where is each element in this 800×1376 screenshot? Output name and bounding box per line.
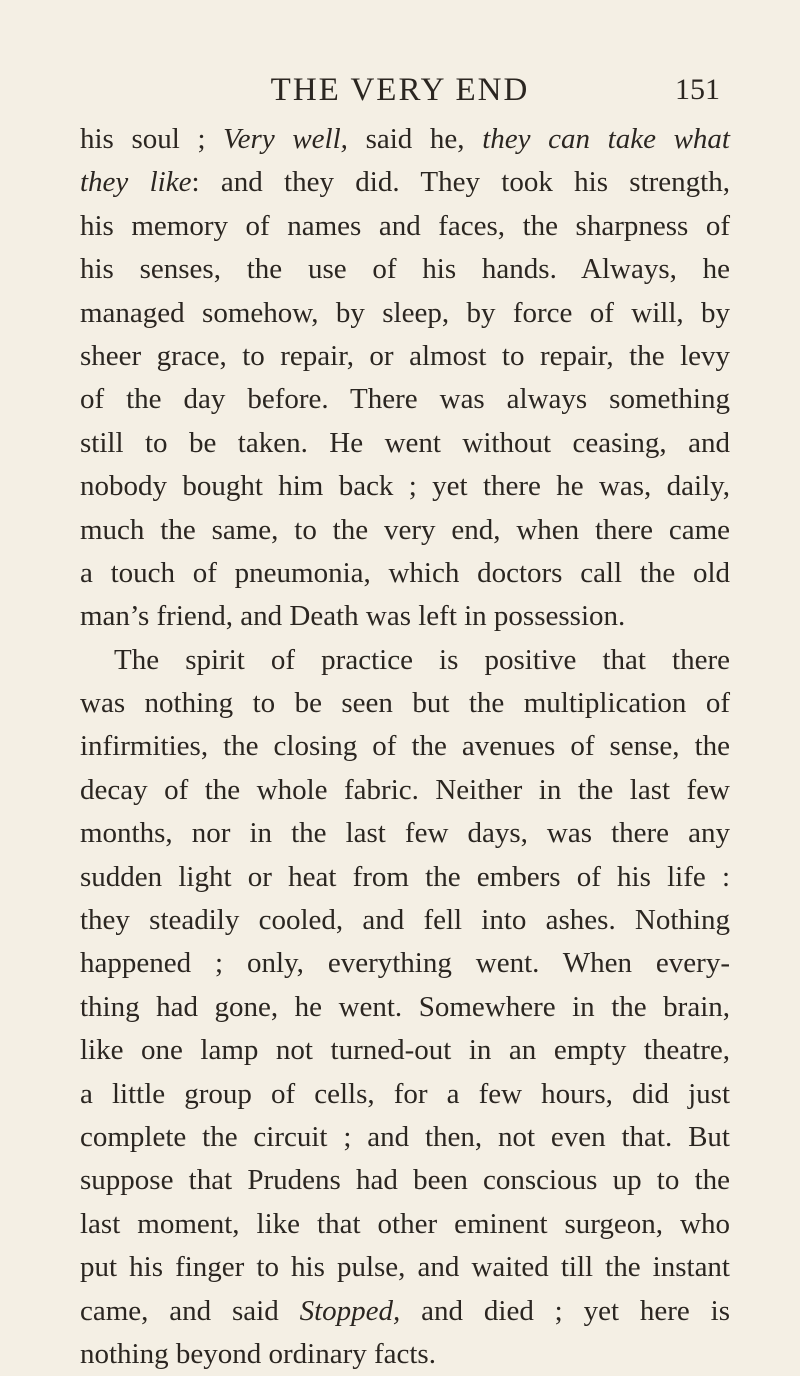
text-line [80,378,730,421]
text-run: happened ; only, everything went. When every- [80,947,730,980]
text-line [80,812,730,855]
text-line [80,682,730,725]
text-line [80,639,730,682]
text-line [80,335,730,378]
text-run: nothing beyond ordinary facts. [80,1337,436,1370]
text-run: sudden light or heat from the embers of his life : [80,860,730,893]
text-run: nobody bought him back ; yet there he was, daily, [80,470,730,503]
text-run: thing had gone, he went. Somewhere in the brain, [80,990,730,1023]
running-title: THE VERY END [270,72,530,108]
text-line [80,986,730,1029]
text-line [80,725,730,768]
text-run: came, and said [80,1294,300,1327]
text-line [80,161,730,204]
italic-run: Very well, [223,123,348,155]
text-run: they steadily cooled, and fell into ashes. Nothing [80,904,730,937]
text-run: his soul ; [80,123,224,155]
text-line [80,292,730,335]
text-run: his senses, the use of his hands. Always, he [80,253,730,286]
text-line [80,1203,730,1246]
text-line [80,1159,730,1202]
text-run: suppose that Prudens had been conscious up to the [80,1164,730,1197]
text-line [80,205,730,248]
text-run: last moment, like that other eminent surgeon, who [80,1207,730,1240]
text-line [80,118,730,161]
text-line [80,1029,730,1072]
text-run: : and they did. They took his strength, [191,166,730,199]
text-line [80,769,730,812]
text-run: managed somehow, by sleep, by force of will, by [80,296,730,329]
text-run: man’s friend, and Death was left in possession. [80,600,626,633]
text-line [80,595,730,638]
running-head [0,70,800,110]
text-line [80,465,730,508]
italic-run: they like [80,166,192,199]
text-run: a little group of cells, for a few hours, did just [80,1077,730,1110]
text-run: said he, [347,123,483,155]
text-line [80,422,730,465]
text-run: was nothing to be seen but the multiplication of [80,687,730,720]
text-run: of the day before. There was always something [80,383,730,416]
text-line [80,1333,730,1376]
text-line [80,248,730,291]
italic-run: Stopped, [299,1294,401,1327]
text-line [80,1290,730,1333]
text-run: a touch of pneumonia, which doctors call the old [80,556,730,589]
text-line [80,1116,730,1159]
text-run: put his finger to his pulse, and waited till the instant [80,1251,730,1284]
body-text [80,118,730,1376]
text-run: like one lamp not turned-out in an empty theatre, [80,1034,730,1067]
text-run: infirmities, the closing of the avenues of sense, the [80,730,730,763]
page-number: 151 [675,73,720,106]
text-line [80,509,730,552]
text-run: still to be taken. He went without ceasing, and [80,426,730,459]
text-run: and died ; yet here is [400,1294,731,1327]
text-line [80,1246,730,1289]
text-run: sheer grace, to repair, or almost to repair, the levy [80,339,730,372]
text-run: his memory of names and faces, the sharpness of [80,209,730,242]
text-run: months, nor in the last few days, was there any [80,817,730,850]
text-line [80,856,730,899]
text-run: much the same, to the very end, when there came [80,513,730,546]
text-line [80,1073,730,1116]
text-run: complete the circuit ; and then, not even that. But [80,1120,730,1153]
text-line [80,899,730,942]
text-line [80,552,730,595]
text-run: decay of the whole fabric. Neither in the last few [80,773,730,806]
italic-run: they can take what [482,123,730,155]
text-run: The spirit of practice is positive that there [114,643,730,676]
text-line [80,942,730,985]
